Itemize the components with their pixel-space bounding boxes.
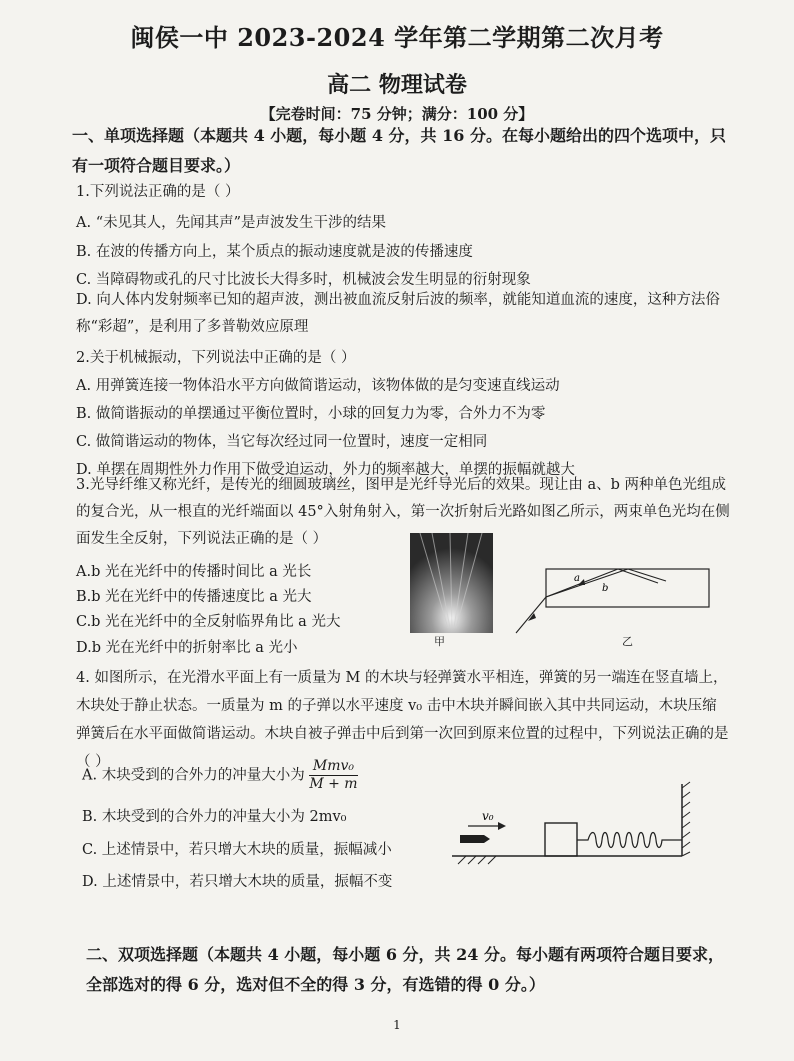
page-number: 1 xyxy=(393,1018,401,1032)
fiber-photo-figure xyxy=(410,533,493,633)
fiber-light-path-figure xyxy=(508,555,713,640)
q3-option-c: C.b 光在光纤中的全反射临界角比 a 光大 xyxy=(76,614,341,630)
q3-stem: 3.光导纤维又称光纤，是传光的细圆玻璃丝，图甲是光纤导光后的效果。现让由 a、b 两种单色光组成的复合光，从一根直的光纤端面以 45°入射角射入，第一次折射后光路如图乙所示，两束单色光均在侧面发生全反射，下列说法正确的是（ ） xyxy=(76,477,730,547)
ray-a-reflect xyxy=(618,569,658,583)
exam-title: 闽侯一中 2023-2024 学年第二学期第二次月考 xyxy=(130,23,664,52)
q3-option-b: B.b 光在光纤中的传播速度比 a 光大 xyxy=(76,589,312,605)
bullet xyxy=(460,835,490,843)
q1-option-a: A. “未见其人，先闻其声”是声波发生干涉的结果 xyxy=(76,215,387,231)
q3-option-a: A.b 光在光纤中的传播时间比 a 光长 xyxy=(76,564,312,580)
q2-option-b: B. 做简谐振动的单摆通过平衡位置时，小球的回复力为零，合外力不为零 xyxy=(76,406,546,422)
q4-stem: 4. 如图所示，在光滑水平面上有一质量为 M 的木块与轻弹簧水平相连，弹簧的另一端连在竖直墙上，木块处于静止状态。一质量为 m 的子弹以水平速度 v₀ 击中木块并瞬间嵌入其中共同运动，木块压缩弹簧后在水平面做简谐运动。木块自被子弹击中后到第一次回到原来位置的过程中，下列说法正确的是（ ） xyxy=(76,670,729,770)
q3-option-d: D.b 光在光纤中的折射率比 a 光小 xyxy=(76,640,298,656)
exam-subtitle: 高二 物理试卷 xyxy=(327,72,467,98)
q4-option-a-fraction xyxy=(309,758,357,793)
q2-stem: 2.关于机械振动，下列说法中正确的是（ ） xyxy=(76,350,356,366)
q2-option-c: C. 做简谐运动的物体，当它每次经过同一位置时，速度一定相同 xyxy=(76,434,488,450)
q4-option-b: B. 木块受到的合外力的冲量大小为 2mv₀ xyxy=(82,809,347,825)
q4-option-c: C. 上述情景中，若只增大木块的质量，振幅减小 xyxy=(82,842,392,858)
q1-stem: 1.下列说法正确的是（ ） xyxy=(76,184,240,200)
q2-option-d: D. 单摆在周期性外力作用下做受迫运动，外力的频率越大，单摆的振幅就越大 xyxy=(76,462,575,478)
q1-option-b: B. 在波的传播方向上，某个质点的振动速度就是波的传播速度 xyxy=(76,244,473,260)
fraction-numerator: Mmv₀ xyxy=(309,758,357,776)
ray-b-label: b xyxy=(602,583,609,594)
spring-block-figure xyxy=(450,778,710,868)
ray-a-label: a xyxy=(574,573,580,584)
q2-option-a: A. 用弹簧连接一物体沿水平方向做简谐运动，该物体做的是匀变速直线运动 xyxy=(76,378,560,394)
q4-option-d: D. 上述情景中，若只增大木块的质量，振幅不变 xyxy=(82,874,393,890)
ray-b-line xyxy=(546,569,628,597)
incident-ray xyxy=(516,597,546,633)
q1-option-c: C. 当障碍物或孔的尺寸比波长大得多时，机械波会发生明显的衍射现象 xyxy=(76,272,531,288)
fraction-denominator: M + m xyxy=(309,776,358,792)
velocity-label: v₀ xyxy=(482,809,494,823)
q4-option-a xyxy=(82,758,358,793)
section2-heading: 二、双项选择题（本题共 4 小题，每小题 6 分，共 24 分。每小题有两项符合题目要求，全部选对的得 6 分，选对但不全的得 3 分，有选错的得 0 分。） xyxy=(86,945,724,994)
q1-option-d: D. 向人体内发射频率已知的超声波，测出被血流反射后波的频率，就能知道血流的速度，这种方法俗称“彩超”，是利用了多普勒效应原理 xyxy=(76,292,720,335)
fig-label-yi: 乙 xyxy=(622,635,633,648)
section1-heading: 一、单项选择题（本题共 4 小题，每小题 4 分，共 16 分。在每小题给出的四个选项中，只有一项符合题目要求。） xyxy=(72,126,726,175)
q4-option-a-text: A. 木块受到的合外力的冲量大小为 xyxy=(82,767,305,784)
spring xyxy=(577,833,682,848)
exam-time-info: 【完卷时间：75 分钟；满分：100 分】 xyxy=(260,105,534,123)
block xyxy=(545,823,577,856)
fig-label-jia: 甲 xyxy=(434,635,445,648)
